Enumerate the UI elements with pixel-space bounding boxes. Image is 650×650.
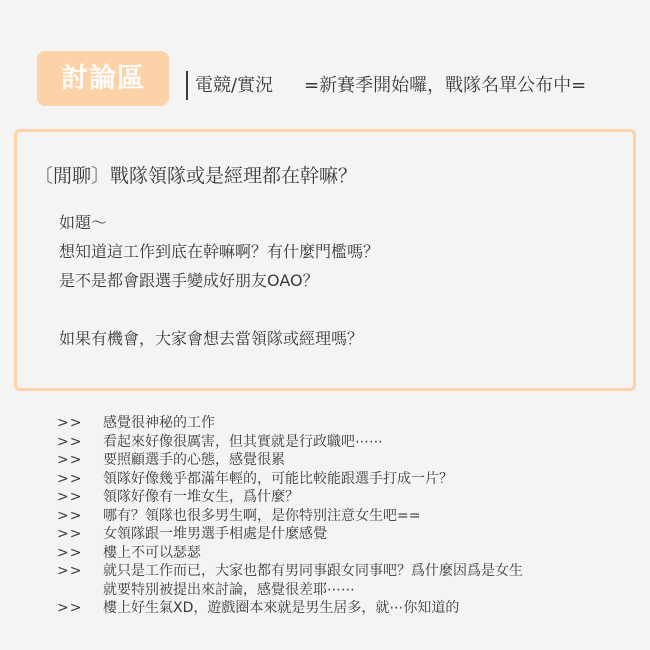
comment-item	[57, 599, 637, 618]
post-body-line: 是不是都會跟選手變成好朋友OAO？	[59, 271, 319, 290]
comment-item	[57, 507, 637, 526]
post-body-line	[59, 295, 619, 324]
reply-arrow: >>	[57, 489, 83, 505]
reply-arrow: >>	[57, 470, 83, 487]
comment-text: 領隊好像有一堆女生，爲什麼？	[103, 489, 299, 505]
comment-text-continued: 就要特別被提出來討論，感覺很差耶⋯⋯	[103, 581, 355, 598]
comment-text: 女領隊跟一堆男選手相處是什麼感覺	[103, 526, 327, 542]
post-body	[59, 208, 619, 353]
comment-text: 領隊好像幾乎都滿年輕的，可能比較能跟選手打成一片？	[103, 470, 453, 487]
comment-item	[57, 451, 637, 470]
comment-item	[57, 414, 637, 433]
reply-arrow: >>	[57, 452, 83, 468]
comment-text: 樓上不可以瑟瑟	[103, 544, 201, 561]
reply-arrow: >>	[57, 433, 83, 450]
reply-arrow: >>	[57, 415, 83, 431]
post-body-line: 如果有機會，大家會想去當領隊或經理嗎？	[59, 329, 364, 348]
comment-item	[57, 433, 637, 452]
comment-item	[57, 525, 637, 544]
comment-text: 樓上好生氣XD，遊戲圈本來就是男生居多，就⋯你知道的	[103, 600, 460, 616]
forum-header	[37, 51, 637, 107]
comment-item	[57, 562, 637, 599]
comment-list	[57, 414, 637, 618]
reply-arrow: >>	[57, 563, 83, 579]
forum-badge[interactable]: 討論區	[37, 51, 169, 106]
comment-item	[57, 544, 637, 563]
post-title: 〔閒聊〕戰隊領隊或是經理都在幹嘛？	[34, 165, 358, 187]
comment-text: 要照顧選手的心態，感覺很累	[103, 452, 285, 468]
post-body-line: 如題～	[59, 213, 108, 232]
forum-subtitle: =新賽季開始囉，戰隊名單公布中=	[304, 75, 587, 96]
reply-arrow: >>	[57, 544, 83, 561]
reply-arrow: >>	[57, 600, 83, 616]
comment-item	[57, 488, 637, 507]
reply-arrow: >>	[57, 507, 83, 524]
reply-arrow: >>	[57, 526, 83, 542]
comment-text: 就只是工作而已，大家也都有男同事跟女同事吧？爲什麼因爲是女生	[103, 563, 523, 579]
post-body-line: 想知道這工作到底在幹嘛啊？有什麼門檻嗎？	[59, 242, 380, 261]
comment-text: 感覺很神秘的工作	[103, 415, 215, 431]
comment-text: 看起來好像很厲害，但其實就是行政職吧⋯⋯	[103, 433, 383, 450]
comment-text: 哪有？領隊也很多男生啊，是你特別注意女生吧==	[103, 507, 421, 524]
header-divider	[186, 71, 188, 100]
comment-item	[57, 470, 637, 489]
forum-category[interactable]: 電競/實況	[195, 75, 274, 96]
